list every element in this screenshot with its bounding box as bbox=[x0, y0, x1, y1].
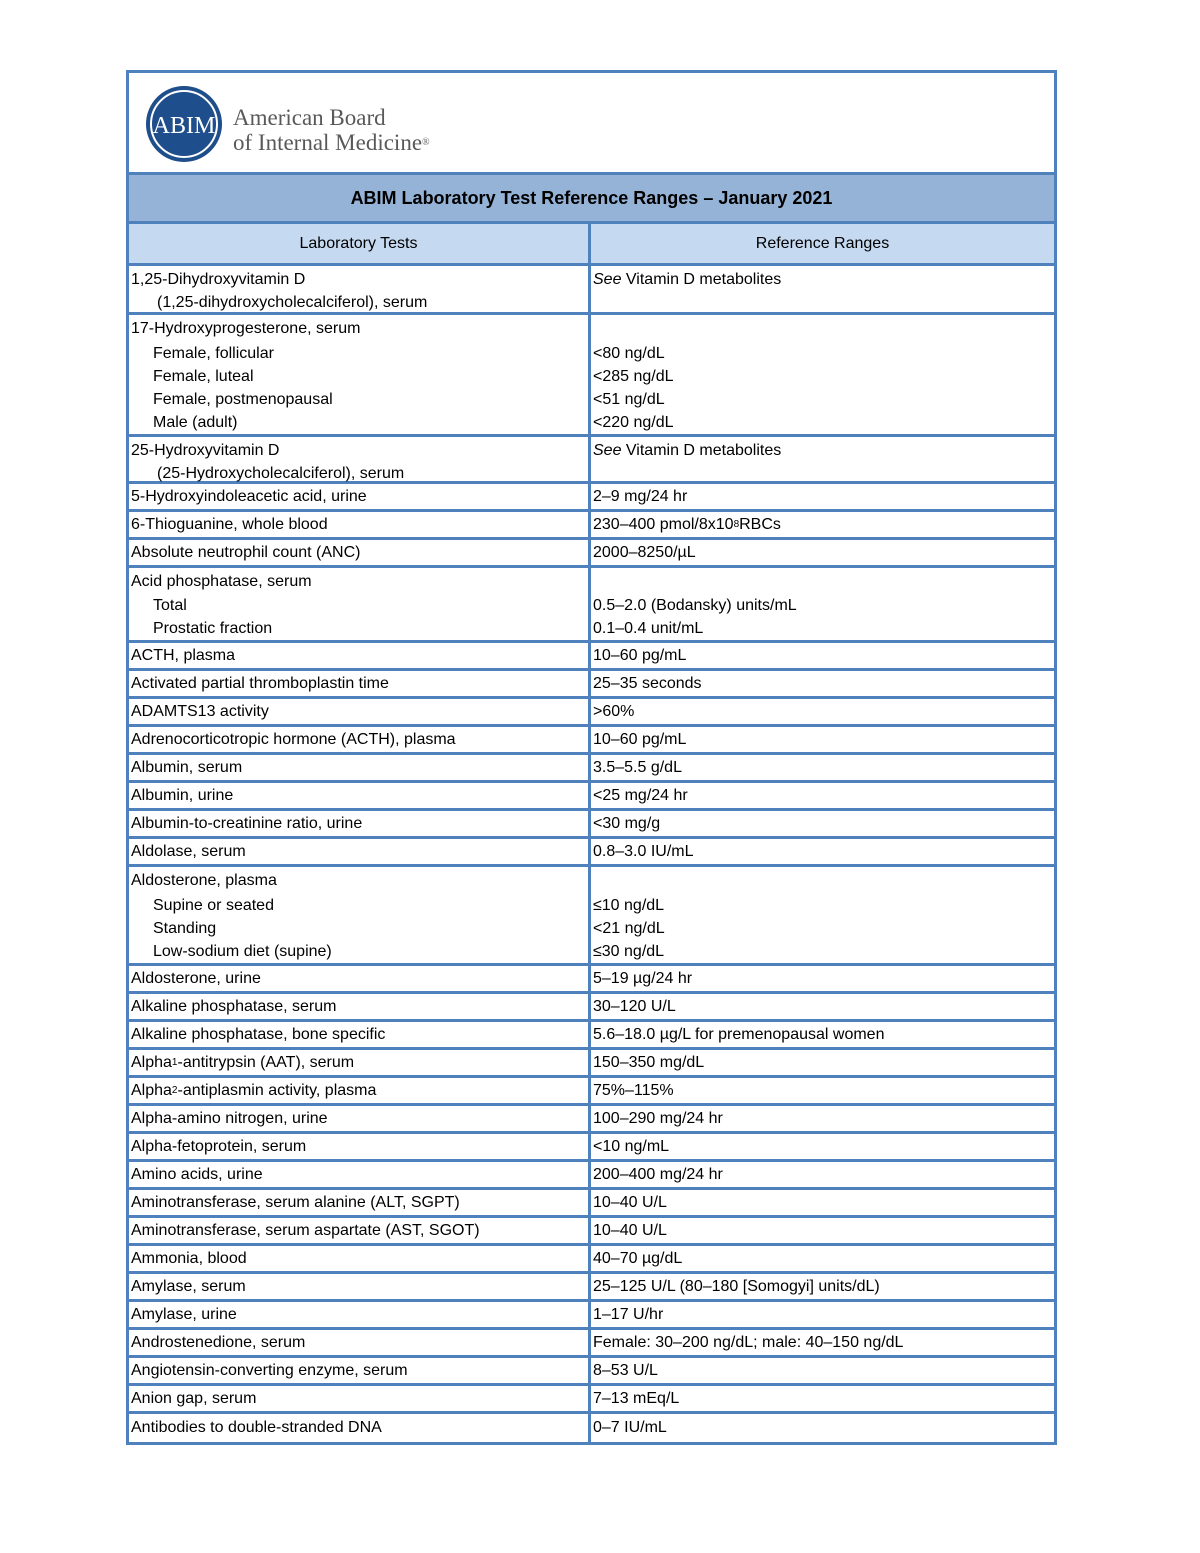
column-header-ranges: Reference Ranges bbox=[755, 234, 890, 252]
test-name: Aldolase, serum bbox=[129, 839, 591, 864]
reference-range: 10–40 U/L bbox=[593, 1221, 667, 1239]
subgroup-label: Female, follicular bbox=[153, 345, 274, 362]
test-name: 6-Thioguanine, whole blood bbox=[129, 512, 591, 537]
reference-range: 2–9 mg/24 hr bbox=[593, 487, 688, 505]
table-row bbox=[129, 727, 1054, 755]
table-row bbox=[129, 437, 1054, 484]
reference-range: >60% bbox=[593, 702, 635, 720]
reference-range: 7–13 mEq/L bbox=[593, 1389, 680, 1407]
reference-range: <80 ng/dL bbox=[593, 345, 665, 362]
table-row bbox=[129, 643, 1054, 671]
table-row bbox=[129, 1302, 1054, 1330]
org-line-2: of Internal Medicine® bbox=[233, 130, 430, 155]
test-name: Androstenedione, serum bbox=[129, 1330, 591, 1355]
test-name: Amylase, serum bbox=[129, 1274, 591, 1299]
reference-range: <51 ng/dL bbox=[593, 391, 665, 408]
reference-range: See Vitamin D metabolites bbox=[593, 442, 782, 459]
table-row bbox=[129, 1414, 1054, 1442]
table-row bbox=[129, 1386, 1054, 1414]
subgroup-label: Standing bbox=[153, 920, 217, 937]
table-row bbox=[129, 966, 1054, 994]
reference-range: 150–350 mg/dL bbox=[593, 1053, 705, 1071]
test-name: Aminotransferase, serum alanine (ALT, SGPT) bbox=[129, 1190, 591, 1215]
reference-range: 1–17 U/hr bbox=[593, 1305, 664, 1323]
reference-range: <285 ng/dL bbox=[593, 368, 674, 385]
table-row bbox=[129, 867, 1054, 966]
table-row bbox=[129, 1218, 1054, 1246]
table-row bbox=[129, 994, 1054, 1022]
table-row bbox=[129, 1274, 1054, 1302]
svg-text:ABIM: ABIM bbox=[152, 113, 216, 139]
table-row bbox=[129, 1330, 1054, 1358]
reference-range: 10–40 U/L bbox=[593, 1193, 667, 1211]
reference-range: <220 ng/dL bbox=[593, 414, 674, 431]
reference-range: 25–125 U/L (80–180 [Somogyi] units/dL) bbox=[593, 1277, 880, 1295]
table-row bbox=[129, 783, 1054, 811]
table-row bbox=[129, 671, 1054, 699]
table-row bbox=[129, 1246, 1054, 1274]
reference-range: 2000–8250/µL bbox=[593, 543, 696, 561]
subgroup-label: Male (adult) bbox=[153, 414, 238, 431]
test-name: ACTH, plasma bbox=[129, 643, 591, 668]
reference-range: 75%–115% bbox=[593, 1081, 674, 1099]
reference-range: <10 ng/mL bbox=[593, 1137, 670, 1155]
test-name: Alpha-fetoprotein, serum bbox=[129, 1134, 591, 1159]
table-row bbox=[129, 1106, 1054, 1134]
test-name: Amylase, urine bbox=[129, 1302, 591, 1327]
reference-range: 100–290 mg/24 hr bbox=[593, 1109, 723, 1127]
table-row bbox=[129, 266, 1054, 315]
test-name: Alpha-amino nitrogen, urine bbox=[129, 1106, 591, 1131]
reference-range-sheet bbox=[126, 70, 1057, 1445]
reference-range: 0–7 IU/mL bbox=[593, 1419, 667, 1436]
test-name: 17-Hydroxyprogesterone, serum bbox=[131, 320, 361, 337]
test-name: Albumin-to-creatinine ratio, urine bbox=[129, 811, 591, 836]
test-name-detail: (1,25-dihydroxycholecalciferol), serum bbox=[157, 294, 428, 311]
table-row bbox=[129, 1190, 1054, 1218]
test-name: Aldosterone, urine bbox=[129, 966, 591, 991]
test-name: Aldosterone, plasma bbox=[131, 872, 277, 889]
reference-range: ≤30 ng/dL bbox=[593, 943, 665, 960]
reference-range: 0.8–3.0 IU/mL bbox=[593, 842, 694, 860]
reference-range: 25–35 seconds bbox=[593, 674, 702, 692]
reference-range: 8–53 U/L bbox=[593, 1361, 658, 1379]
subgroup-label: Low-sodium diet (supine) bbox=[153, 943, 332, 960]
table-row bbox=[129, 839, 1054, 867]
test-name: Alkaline phosphatase, serum bbox=[129, 994, 591, 1019]
column-headers bbox=[129, 224, 1054, 266]
test-name: Alpha 1 -antitrypsin (AAT), serum bbox=[129, 1050, 591, 1075]
table-row bbox=[129, 568, 1054, 643]
subgroup-label: Female, postmenopausal bbox=[153, 391, 333, 408]
table-row bbox=[129, 1358, 1054, 1386]
test-name: ADAMTS13 activity bbox=[129, 699, 591, 724]
organization-name bbox=[233, 105, 430, 155]
table-row bbox=[129, 1134, 1054, 1162]
logo-header bbox=[129, 73, 1054, 175]
table-row bbox=[129, 755, 1054, 783]
reference-range: Female: 30–200 ng/dL; male: 40–150 ng/dL bbox=[593, 1333, 904, 1351]
document-title: ABIM Laboratory Test Reference Ranges – January 2021 bbox=[129, 175, 1054, 224]
subgroup-label: Female, luteal bbox=[153, 368, 254, 385]
abim-seal-logo bbox=[145, 85, 223, 163]
reference-range: 10–60 pg/mL bbox=[593, 646, 687, 664]
test-name: Adrenocorticotropic hormone (ACTH), plasma bbox=[129, 727, 591, 752]
test-name: Albumin, serum bbox=[129, 755, 591, 780]
test-name: Absolute neutrophil count (ANC) bbox=[129, 540, 591, 565]
test-name: Albumin, urine bbox=[129, 783, 591, 808]
test-name: 25-Hydroxyvitamin D bbox=[131, 442, 280, 459]
reference-range: 200–400 mg/24 hr bbox=[593, 1165, 723, 1183]
table-row bbox=[129, 1050, 1054, 1078]
table-row bbox=[129, 315, 1054, 437]
subgroup-label: Prostatic fraction bbox=[153, 620, 273, 637]
test-name: Antibodies to double-stranded DNA bbox=[129, 1414, 591, 1442]
reference-range: 230–400 pmol/8x10 8 RBCs bbox=[593, 515, 781, 533]
test-name: Alkaline phosphatase, bone specific bbox=[129, 1022, 591, 1047]
subgroup-label: Total bbox=[153, 597, 187, 614]
test-name: Angiotensin-converting enzyme, serum bbox=[129, 1358, 591, 1383]
reference-range: 5–19 µg/24 hr bbox=[593, 969, 693, 987]
test-name: Amino acids, urine bbox=[129, 1162, 591, 1187]
reference-range: 0.5–2.0 (Bodansky) units/mL bbox=[593, 597, 797, 614]
column-header-tests: Laboratory Tests bbox=[129, 224, 591, 263]
table-row bbox=[129, 1022, 1054, 1050]
table-row bbox=[129, 540, 1054, 568]
reference-range: 3.5–5.5 g/dL bbox=[593, 758, 682, 776]
reference-range: <25 mg/24 hr bbox=[593, 786, 688, 804]
table-row bbox=[129, 1078, 1054, 1106]
test-name: 1,25-Dihydroxyvitamin D bbox=[131, 271, 306, 288]
reference-range: 10–60 pg/mL bbox=[593, 730, 687, 748]
table-row bbox=[129, 512, 1054, 540]
reference-range: <30 mg/g bbox=[593, 814, 661, 832]
reference-range: 40–70 µg/dL bbox=[593, 1249, 683, 1267]
test-name: Acid phosphatase, serum bbox=[131, 573, 312, 590]
reference-range: ≤10 ng/dL bbox=[593, 897, 665, 914]
table-row bbox=[129, 699, 1054, 727]
table-row bbox=[129, 484, 1054, 512]
table-row bbox=[129, 811, 1054, 839]
reference-range: <21 ng/dL bbox=[593, 920, 665, 937]
subgroup-label: Supine or seated bbox=[153, 897, 274, 914]
table-row bbox=[129, 1162, 1054, 1190]
test-name-detail: (25-Hydroxycholecalciferol), serum bbox=[157, 465, 405, 482]
reference-range: 5.6–18.0 µg/L for premenopausal women bbox=[593, 1025, 885, 1043]
test-name: Alpha 2 -antiplasmin activity, plasma bbox=[129, 1078, 591, 1103]
reference-range: See Vitamin D metabolites bbox=[593, 271, 782, 288]
test-name: Activated partial thromboplastin time bbox=[129, 671, 591, 696]
test-name: 5-Hydroxyindoleacetic acid, urine bbox=[129, 484, 591, 509]
test-name: Anion gap, serum bbox=[129, 1386, 591, 1411]
reference-range: 30–120 U/L bbox=[593, 997, 676, 1015]
reference-range: 0.1–0.4 unit/mL bbox=[593, 620, 704, 637]
test-name: Aminotransferase, serum aspartate (AST, SGOT) bbox=[129, 1218, 591, 1243]
test-name: Ammonia, blood bbox=[129, 1246, 591, 1271]
org-line-1: American Board bbox=[233, 105, 386, 130]
